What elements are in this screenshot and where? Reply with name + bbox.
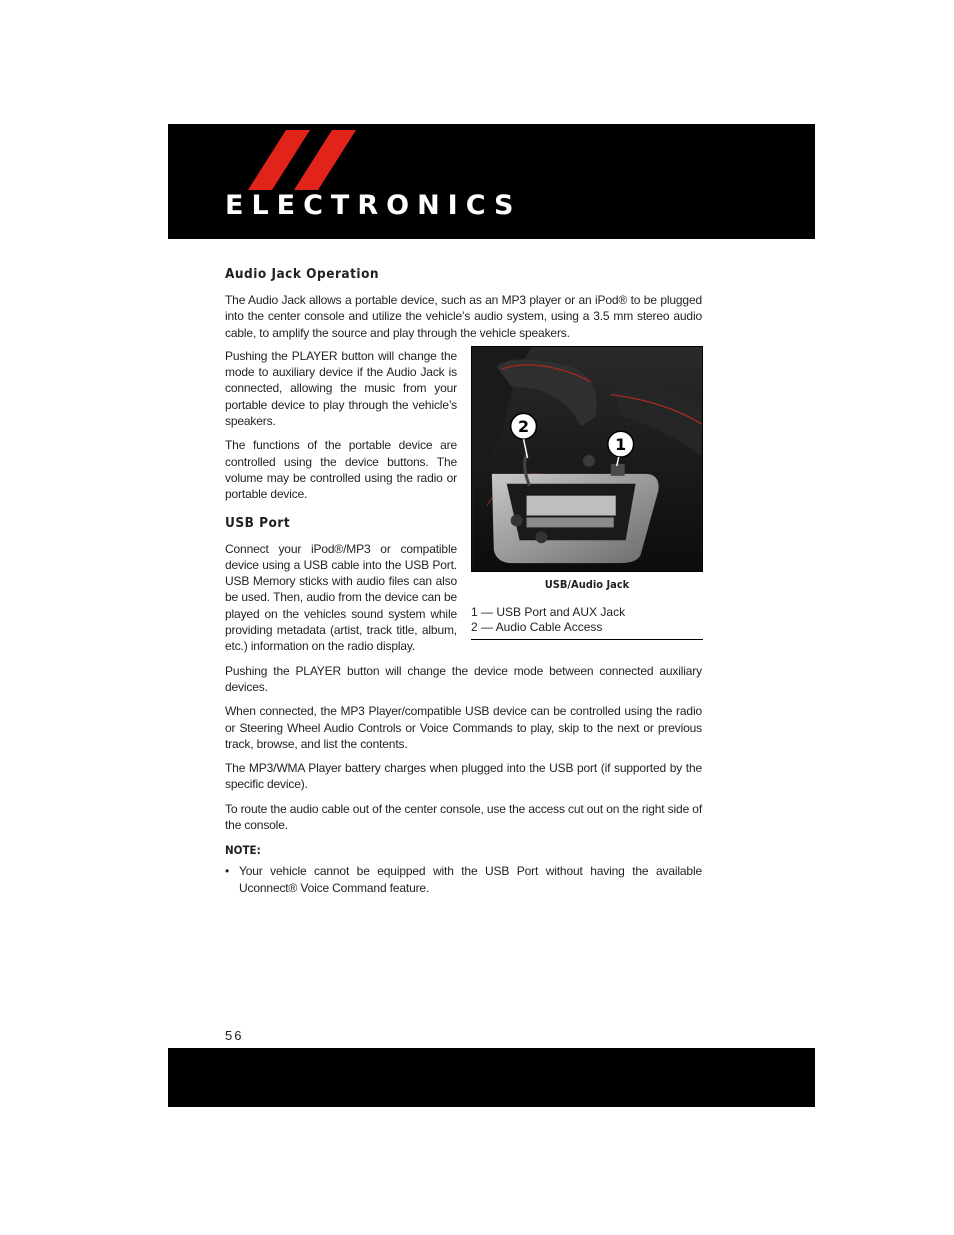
callout-2: 2 [518,417,530,437]
callout-1: 1 [615,435,627,455]
note-label: NOTE: [225,843,261,858]
brand-stripes-logo [248,130,358,190]
figure-caption: USB/Audio Jack [544,578,630,591]
paragraph: The Audio Jack allows a portable device, such as an MP3 player or an iPod® to be plugged into the center console and utilize the vehicle’s audio system, using a 3.5 mm stereo audio cable, to amplify the source and play through the vehicle speakers. [225,293,702,340]
legend-item-2: 2 — Audio Cable Access [471,620,603,634]
note-bullet [225,863,702,896]
legend-item-1: 1 — USB Port and AUX Jack [471,605,626,619]
paragraph: The functions of the portable device are controlled using the device buttons. The volume may be controlled using the radio or portable device. [225,438,457,502]
note-text: Your vehicle cannot be equipped with the USB Port without having the available Uconnect® Voice Command feature. [239,864,702,895]
section-heading-audio-jack: Audio Jack Operation [225,266,380,282]
chapter-header [168,124,815,239]
paragraph: When connected, the MP3 Player/compatible USB device can be controlled using the radio or Steering Wheel Audio Controls or Voice Commands to play, skip to the next or previous track, browse, and list the contents. [225,704,702,751]
figure-legend [471,605,703,640]
paragraph: The MP3/WMA Player battery charges when plugged into the USB port (if supported by the specific device). [225,761,702,792]
console-photo [471,346,703,572]
paragraph: Pushing the PLAYER button will change the device mode between connected auxiliary devices. [225,663,702,694]
figure-usb-audio-jack [471,346,703,640]
paragraph: To route the audio cable out of the center console, use the access cut out on the right side of the console. [225,801,702,833]
page-footer-bar [168,1048,815,1107]
paragraph: Pushing the PLAYER button will change the mode to auxiliary device if the Audio Jack is connected, allowing the music from your portable device to play through the vehicle’s speakers. [225,348,457,429]
left-column [225,348,457,655]
page-number: 56 [225,1028,244,1043]
chapter-title: ELECTRONICS [225,190,522,221]
paragraph: Connect your iPod®/MP3 or compatible device using a USB cable into the USB Port. USB Memory sticks with audio files can also be used. Then, audio from the device can be played on the vehicles sound system while providing metadata (artist, track title, album, etc.) information on the radio display. [225,541,457,654]
section-heading-usb-port: USB Port [225,514,291,531]
bullet-icon: • [225,864,230,879]
